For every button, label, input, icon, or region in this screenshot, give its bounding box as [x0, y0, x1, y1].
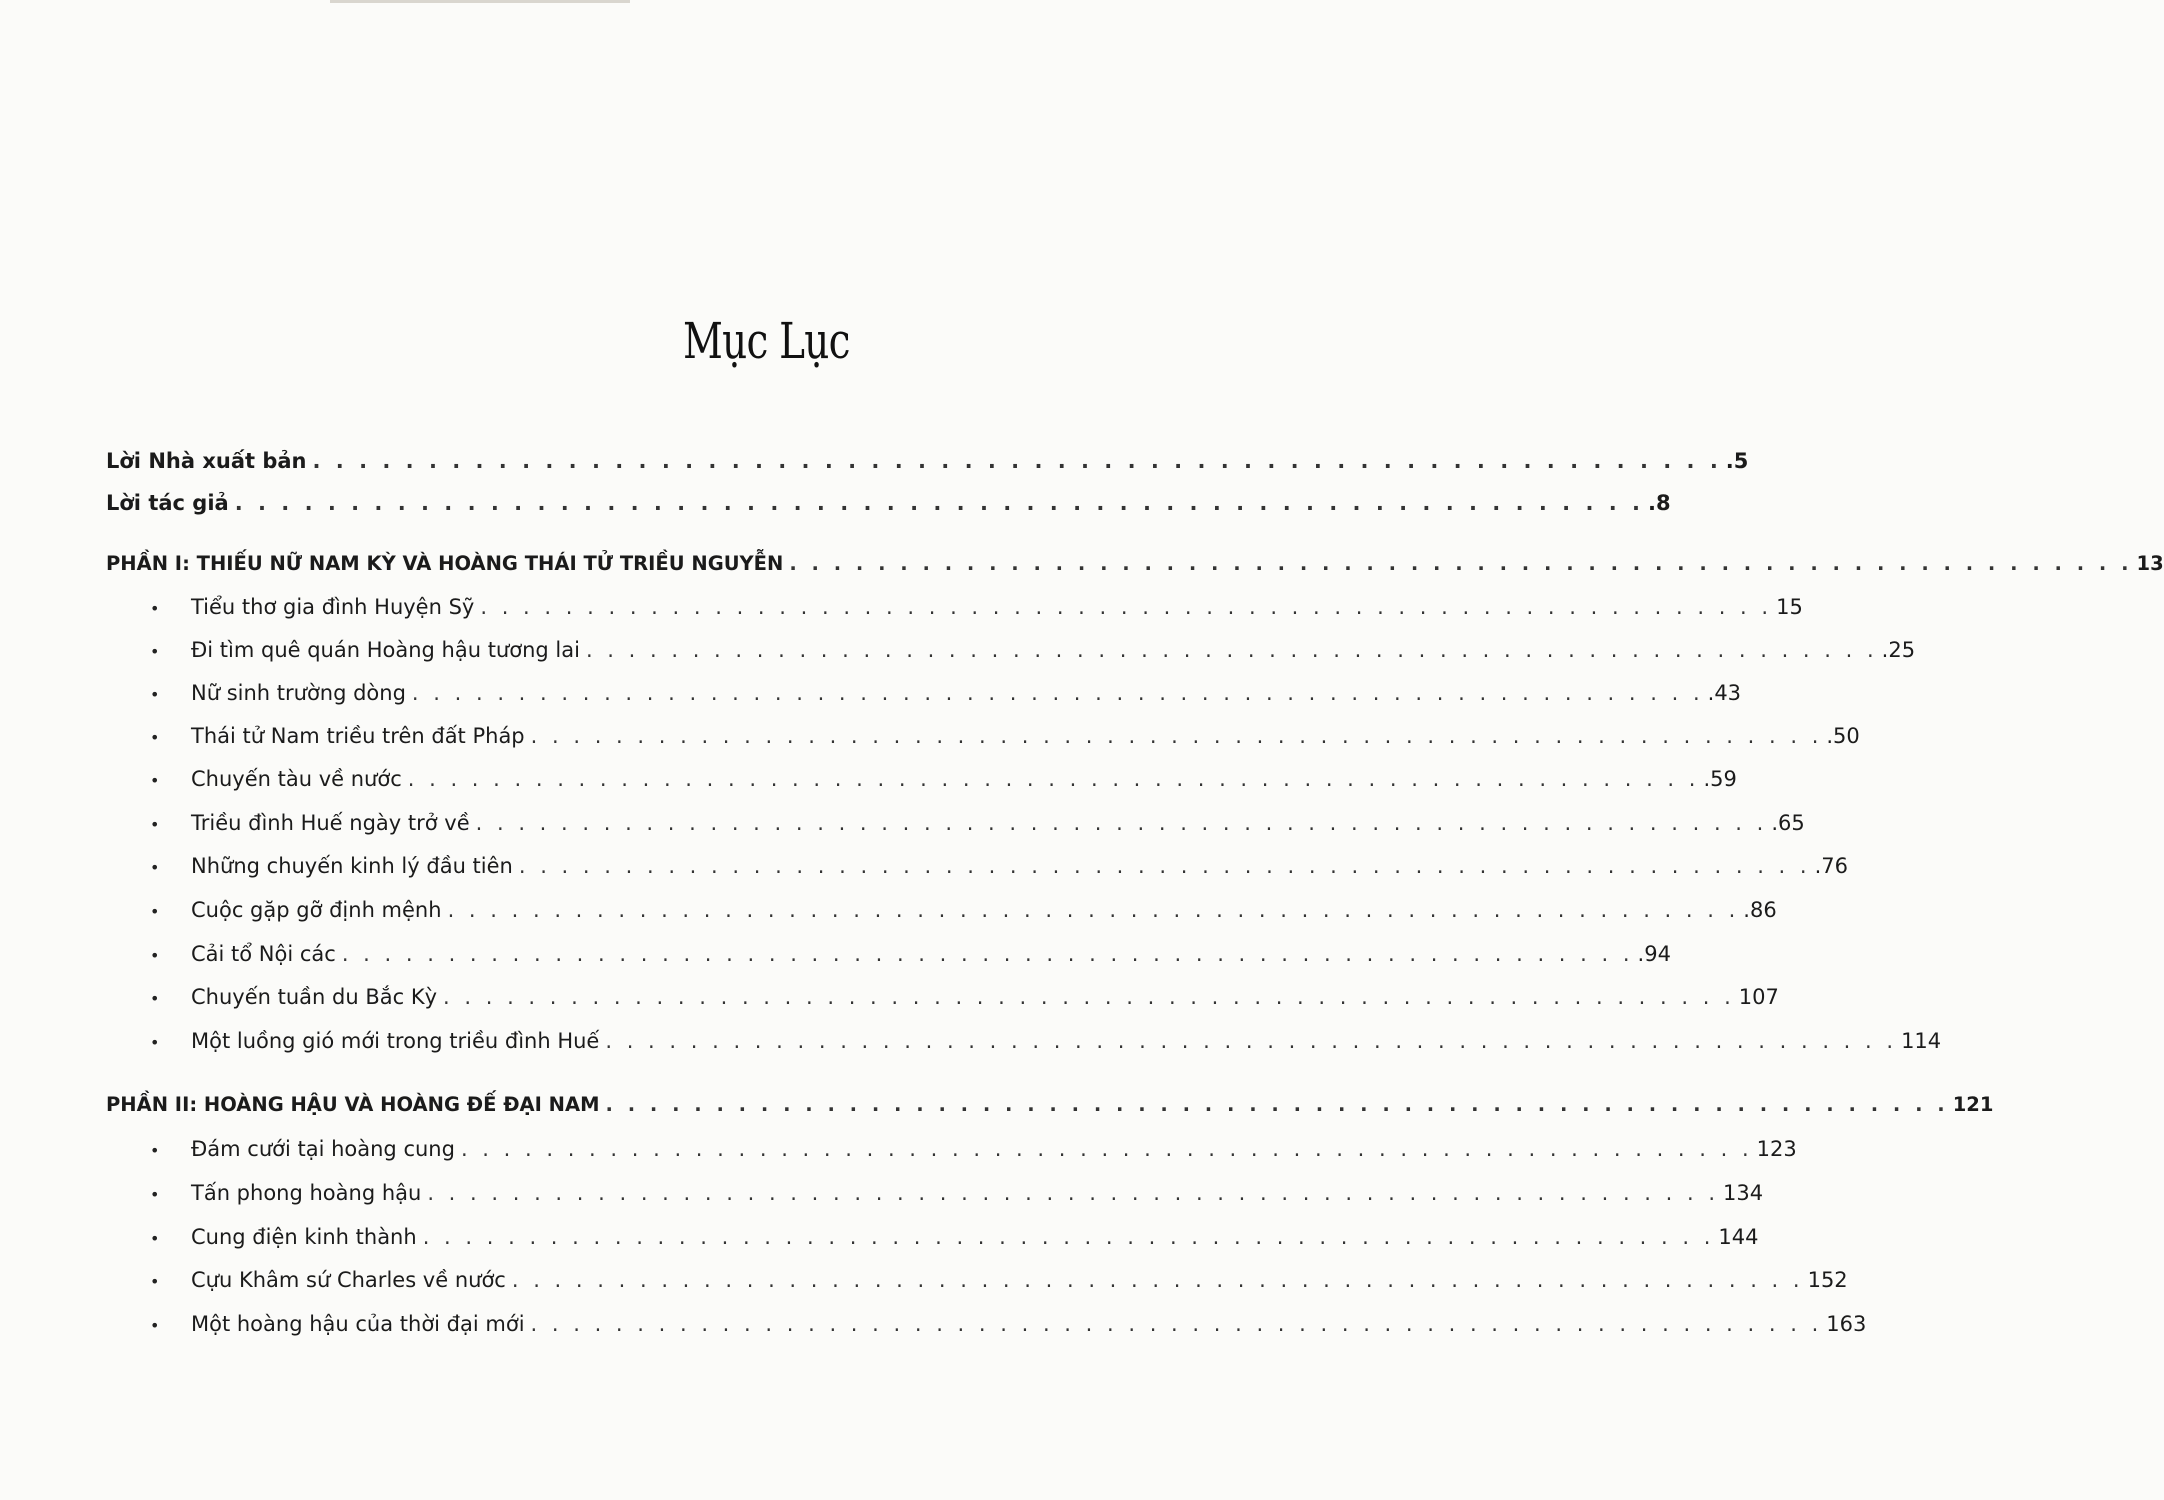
toc-page-number: .59: [1703, 767, 1737, 791]
toc-chapter-entry[interactable]: [150, 764, 1737, 794]
toc-chapter-entry[interactable]: [150, 592, 1803, 622]
bullet-icon: •: [150, 1316, 160, 1335]
toc-entry-label: Đi tìm quê quán Hoàng hậu tương lai: [191, 638, 580, 662]
toc-entry-label: Cung điện kinh thành: [191, 1225, 417, 1249]
dot-leader: . . . . . . . . . . . . . . . . . . . . . . . . . . . . . . . . . . . . . . . . . . . . . . . . . . . . . . . . . . . . .: [443, 985, 1735, 1009]
toc-page-number: 123: [1756, 1137, 1797, 1161]
toc-entry-label: Chuyến tuần du Bắc Kỳ: [191, 985, 438, 1009]
dot-leader: . . . . . . . . . . . . . . . . . . . . . . . . . . . . . . . . . . . . . . . . . . . . . . . . . . . . . . . . . . . . .: [460, 1137, 1753, 1161]
toc-page-number: .94: [1637, 942, 1671, 966]
toc-entry-label: Cuộc gặp gỡ định mệnh: [191, 898, 442, 922]
toc-part-label: PHẦN I: THIẾU NỮ NAM KỲ VÀ HOÀNG THÁI TỬ TRIỀU NGUYỄN: [106, 552, 784, 575]
toc-chapter-entry[interactable]: [150, 1222, 1759, 1252]
toc-page-number: 121: [1952, 1093, 1994, 1116]
toc-entry-label: Triều đình Huế ngày trở về: [191, 811, 470, 835]
toc-page-number: .8: [1648, 491, 1671, 515]
page-title: Mục Lục: [683, 312, 850, 370]
dot-leader: . . . . . . . . . . . . . . . . . . . . . . . . . . . . . . . . . . . . . . . . . . . . . . . . . . . . . . . . . . . . .: [422, 1225, 1715, 1249]
toc-chapter-entry[interactable]: [150, 1134, 1797, 1164]
toc-part-label: PHẦN II: HOÀNG HẬU VÀ HOÀNG ĐẾ ĐẠI NAM: [106, 1093, 600, 1116]
toc-entry-label: Lời Nhà xuất bản: [106, 449, 307, 473]
toc-entry-label: Một luồng gió mới trong triều đình Huế: [191, 1029, 600, 1053]
dot-leader: . . . . . . . . . . . . . . . . . . . . . . . . . . . . . . . . . . . . . . . . . . . . . . . . . . . . . . . . . . . . .: [518, 854, 1811, 878]
dot-leader: . . . . . . . . . . . . . . . . . . . . . . . . . . . . . . . . . . . . . . . . . . . . . . . . . . . . . . . . . . . . .: [234, 491, 1644, 515]
bullet-icon: •: [150, 728, 160, 747]
dot-leader: . . . . . . . . . . . . . . . . . . . . . . . . . . . . . . . . . . . . . . . . . . . . . . . . . . . . . . . . . . . . .: [475, 811, 1768, 835]
dot-leader: . . . . . . . . . . . . . . . . . . . . . . . . . . . . . . . . . . . . . . . . . . . . . . . . . . . . . . . . . . . . .: [312, 449, 1722, 473]
toc-chapter-entry[interactable]: [150, 1265, 1848, 1295]
dot-leader: . . . . . . . . . . . . . . . . . . . . . . . . . . . . . . . . . . . . . . . . . . . . . . . . . . . . . . . . . . . . .: [427, 1181, 1720, 1205]
dot-leader: . . . . . . . . . . . . . . . . . . . . . . . . . . . . . . . . . . . . . . . . . . . . . . . . . . . . . . . . . . . . .: [341, 942, 1634, 966]
toc-page-number: .86: [1743, 898, 1777, 922]
bullet-icon: •: [150, 946, 160, 965]
dot-leader: . . . . . . . . . . . . . . . . . . . . . . . . . . . . . . . . . . . . . . . . . . . . . . . . . . . . . . . . . . . . .: [605, 1029, 1898, 1053]
toc-entry-label: Tấn phong hoàng hậu: [191, 1181, 422, 1205]
toc-chapter-entry[interactable]: [150, 939, 1671, 969]
dot-leader: . . . . . . . . . . . . . . . . . . . . . . . . . . . . . . . . . . . . . . . . . . . . . . . . . . . . . . . . . . . . .: [407, 767, 1700, 791]
dot-leader: . . . . . . . . . . . . . . . . . . . . . . . . . . . . . . . . . . . . . . . . . . . . . . . . . . . . . . . . . . . . .: [530, 724, 1823, 748]
bullet-icon: •: [150, 1033, 160, 1052]
toc-entry-label: Cựu Khâm sứ Charles về nước: [191, 1268, 506, 1292]
toc-chapter-entry[interactable]: [150, 1309, 1867, 1339]
toc-page-number: 114: [1901, 1029, 1942, 1053]
bullet-icon: •: [150, 1272, 160, 1291]
bullet-icon: •: [150, 1185, 160, 1204]
bullet-icon: •: [150, 642, 160, 661]
toc-page-number: 144: [1718, 1225, 1759, 1249]
toc-page-number: 163: [1826, 1312, 1867, 1336]
toc-page-number: .43: [1707, 681, 1742, 705]
bullet-icon: •: [150, 1141, 160, 1160]
toc-front-entry[interactable]: [106, 446, 1749, 476]
bullet-icon: •: [150, 685, 160, 704]
toc-part-heading[interactable]: [106, 1090, 1994, 1120]
toc-chapter-entry[interactable]: [150, 1026, 1942, 1056]
bullet-icon: •: [150, 902, 160, 921]
toc-entry-label: Chuyến tàu về nước: [191, 767, 402, 791]
toc-front-entry[interactable]: [106, 488, 1671, 518]
bullet-icon: •: [150, 599, 160, 618]
toc-entry-label: Nữ sinh trường dòng: [191, 681, 406, 705]
toc-page-number: 15: [1776, 595, 1803, 619]
bullet-icon: •: [150, 815, 160, 834]
toc-entry-label: Lời tác giả: [106, 491, 229, 515]
dot-leader: . . . . . . . . . . . . . . . . . . . . . . . . . . . . . . . . . . . . . . . . . . . . . . . . . . . . . . . . . . . . .: [605, 1093, 1949, 1116]
toc-page-number: .65: [1771, 811, 1805, 835]
toc-page-number: 107: [1738, 985, 1779, 1009]
toc-chapter-entry[interactable]: [150, 1178, 1764, 1208]
toc-chapter-entry[interactable]: [150, 895, 1777, 925]
dot-leader: . . . . . . . . . . . . . . . . . . . . . . . . . . . . . . . . . . . . . . . . . . . . . . . . . . . . . . . . . . . . .: [511, 1268, 1804, 1292]
toc-entry-label: Một hoàng hậu của thời đại mới: [191, 1312, 525, 1336]
toc-entry-label: Đám cưới tại hoàng cung: [191, 1137, 455, 1161]
toc-chapter-entry[interactable]: [150, 851, 1848, 881]
page-top-edge: [330, 0, 630, 3]
toc-chapter-entry[interactable]: [150, 982, 1779, 1012]
toc-page-number: 134: [1723, 1181, 1764, 1205]
bullet-icon: •: [150, 989, 160, 1008]
toc-chapter-entry[interactable]: [150, 721, 1860, 751]
toc-page-number: .5: [1725, 449, 1749, 473]
toc-page-number: .76: [1814, 854, 1848, 878]
dot-leader: . . . . . . . . . . . . . . . . . . . . . . . . . . . . . . . . . . . . . . . . . . . . . . . . . . . . . . . . . . . . .: [411, 681, 1704, 705]
dot-leader: . . . . . . . . . . . . . . . . . . . . . . . . . . . . . . . . . . . . . . . . . . . . . . . . . . . . . . . . . . . . .: [585, 638, 1878, 662]
toc-page-number: 152: [1807, 1268, 1848, 1292]
toc-page-number: 13: [2136, 552, 2164, 575]
dot-leader: . . . . . . . . . . . . . . . . . . . . . . . . . . . . . . . . . . . . . . . . . . . . . . . . . . . . . . . . . . . . .: [530, 1312, 1823, 1336]
toc-part-heading[interactable]: [106, 549, 2164, 579]
toc-entry-label: Cải tổ Nội các: [191, 942, 336, 966]
toc-chapter-entry[interactable]: [150, 635, 1916, 665]
bullet-icon: •: [150, 1229, 160, 1248]
toc-page-number: .50: [1826, 724, 1860, 748]
toc-entry-label: Tiểu thơ gia đình Huyện Sỹ: [191, 595, 475, 619]
dot-leader: . . . . . . . . . . . . . . . . . . . . . . . . . . . . . . . . . . . . . . . . . . . . . . . . . . . . . . . . . . . . .: [480, 595, 1773, 619]
toc-chapter-entry[interactable]: [150, 678, 1742, 708]
toc-page-number: .25: [1881, 638, 1916, 662]
toc-chapter-entry[interactable]: [150, 808, 1805, 838]
toc-entry-label: Thái tử Nam triều trên đất Pháp: [191, 724, 525, 748]
dot-leader: . . . . . . . . . . . . . . . . . . . . . . . . . . . . . . . . . . . . . . . . . . . . . . . . . . . . . . . . . . . . .: [447, 898, 1740, 922]
bullet-icon: •: [150, 858, 160, 877]
dot-leader: . . . . . . . . . . . . . . . . . . . . . . . . . . . . . . . . . . . . . . . . . . . . . . . . . . . . . . . . . . . . .: [789, 552, 2133, 575]
toc-entry-label: Những chuyến kinh lý đầu tiên: [191, 854, 513, 878]
bullet-icon: •: [150, 771, 160, 790]
